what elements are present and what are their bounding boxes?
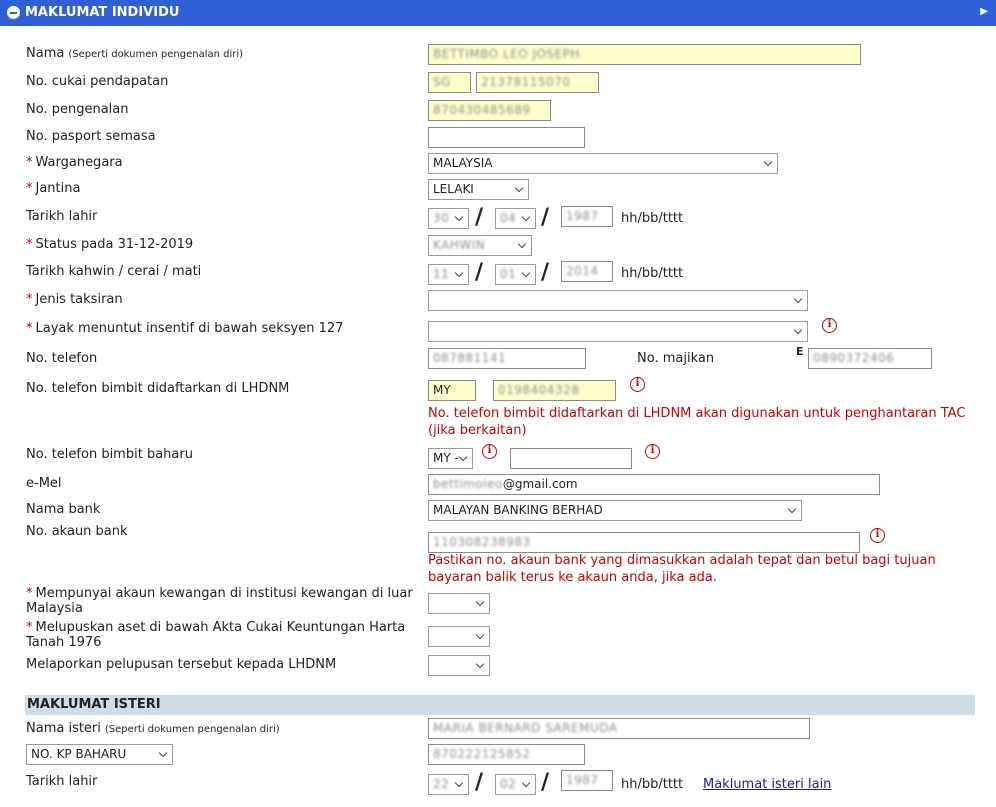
pasport-label: No. pasport semasa [26,129,156,144]
majikan-label: No. majikan [637,351,715,366]
pelupusan-select[interactable] [428,626,490,647]
warganegara-label: * Warganegara [26,155,123,170]
bimbit-baharu-country-select[interactable]: MY - [428,448,473,469]
expand-arrow-icon[interactable]: ▶ [980,6,988,17]
luar-select[interactable] [428,593,490,614]
date-separator: / [541,205,550,230]
date-separator: / [541,260,550,285]
emel-label: e-Mel [26,476,62,491]
isteri-id-type-select[interactable]: NO. KP BAHARU [26,744,173,765]
isteri-lain-link[interactable]: Maklumat isteri lain [703,777,832,792]
cukai-prefix-input[interactable]: SG [428,72,471,93]
kahwin-day-select[interactable]: 11 [428,264,469,285]
info-icon[interactable]: i [630,377,645,392]
date-separator: / [475,770,484,795]
kahwin-year-input[interactable]: 2014 [561,261,613,282]
bimbit-baharu-input[interactable] [510,448,632,469]
isteri-lahir-label: Tarikh lahir [26,774,98,789]
nama-label: Nama (Seperti dokumen pengenalan diri) [26,46,244,61]
bank-label: Nama bank [26,502,101,517]
insentif-select[interactable] [428,321,808,342]
tarikh-kahwin-label: Tarikh kahwin / cerai / mati [26,264,202,279]
pengenalan-label: No. pengenalan [26,102,129,117]
date-separator: / [475,260,484,285]
pasport-input[interactable] [428,127,585,148]
insentif-label: * Layak menuntut insentif di bawah seksyen 127 [26,321,344,336]
lahir-month-select[interactable]: 04 [495,208,536,229]
majikan-input[interactable]: 0890372406 [808,348,932,369]
info-icon[interactable]: i [870,528,885,543]
taksiran-label: * Jenis taksiran [26,292,123,307]
lahir-day-select[interactable]: 30 [428,208,469,229]
date-format-hint: hh/bb/tttt [621,266,684,281]
warganegara-select[interactable]: MALAYSIA [428,153,778,174]
laporan-select[interactable] [428,655,490,676]
kahwin-month-select[interactable]: 01 [495,264,536,285]
isteri-lahir-month-select[interactable]: 02 [495,774,536,795]
pelupusan-label: * Melupuskan aset di bawah Akta Cukai Keuntungan Harta Tanah 1976 [26,620,406,650]
isteri-lahir-year-input[interactable]: 1987 [561,770,613,791]
bimbit-warning: No. telefon bimbit didaftarkan di LHDNM akan digunakan untuk penghantaran TAC (jika berkaitan) [428,406,966,438]
bimbit-label: No. telefon bimbit didaftarkan di LHDNM [26,381,290,396]
info-icon[interactable]: i [645,444,660,459]
akaun-label: No. akaun bank [26,524,128,539]
isteri-section-title: MAKLUMAT ISTERI [25,695,975,715]
emel-input[interactable]: bettimoleo@gmail.com [428,474,880,495]
pengenalan-input[interactable]: 870430485689 [428,100,551,121]
date-format-hint: hh/bb/tttt [621,211,684,226]
date-separator: / [475,205,484,230]
status-label: * Status pada 31-12-2019 [26,237,194,252]
collapse-icon[interactable] [7,6,20,19]
isteri-nama-label: Nama isteri (Seperti dokumen pengenalan diri) [26,721,280,736]
lahir-year-input[interactable]: 1987 [561,206,613,227]
bimbit-input[interactable]: 0198404328 [493,380,616,401]
status-select[interactable]: KAHWIN [428,235,532,256]
nama-input[interactable]: BETTIMBO LEO JOSEPH [428,44,861,65]
isteri-lahir-day-select[interactable]: 22 [428,774,469,795]
tarikh-lahir-label: Tarikh lahir [26,209,98,224]
taksiran-select[interactable] [428,290,808,311]
laporan-label: Melaporkan pelupusan tersebut kepada LHDNM [26,657,337,672]
isteri-nama-input[interactable]: MARIA BERNARD SAREMUDA [428,718,810,739]
majikan-prefix: E [796,345,804,358]
bank-select[interactable]: MALAYAN BANKING BERHAD [428,500,802,521]
section-title: MAKLUMAT INDIVIDU [25,5,180,20]
isteri-id-input[interactable]: 870222125852 [428,744,585,765]
telefon-label: No. telefon [26,351,98,366]
info-icon[interactable]: i [822,318,837,333]
cukai-input[interactable]: 21378115070 [476,72,599,93]
jantina-label: * Jantina [26,181,81,196]
akaun-input[interactable]: 110308238983 [428,532,860,553]
info-icon[interactable]: i [482,444,497,459]
cukai-label: No. cukai pendapatan [26,74,169,89]
date-format-hint: hh/bb/tttt [621,777,684,792]
luar-label: * Mempunyai akaun kewangan di institusi kewangan di luar Malaysia [26,586,413,616]
bimbit-baharu-label: No. telefon bimbit baharu [26,447,193,462]
jantina-select[interactable]: LELAKI [428,179,529,200]
bimbit-country-input[interactable]: MY [428,380,476,401]
akaun-warning: Pastikan no. akaun bank yang dimasukkan adalah tepat dan betul bagi tujuan bayaran balik terus ke akaun anda, jika ada. [428,553,936,585]
telefon-input[interactable]: 087881141 [428,348,586,369]
section-header[interactable] [0,0,996,26]
date-separator: / [541,770,550,795]
